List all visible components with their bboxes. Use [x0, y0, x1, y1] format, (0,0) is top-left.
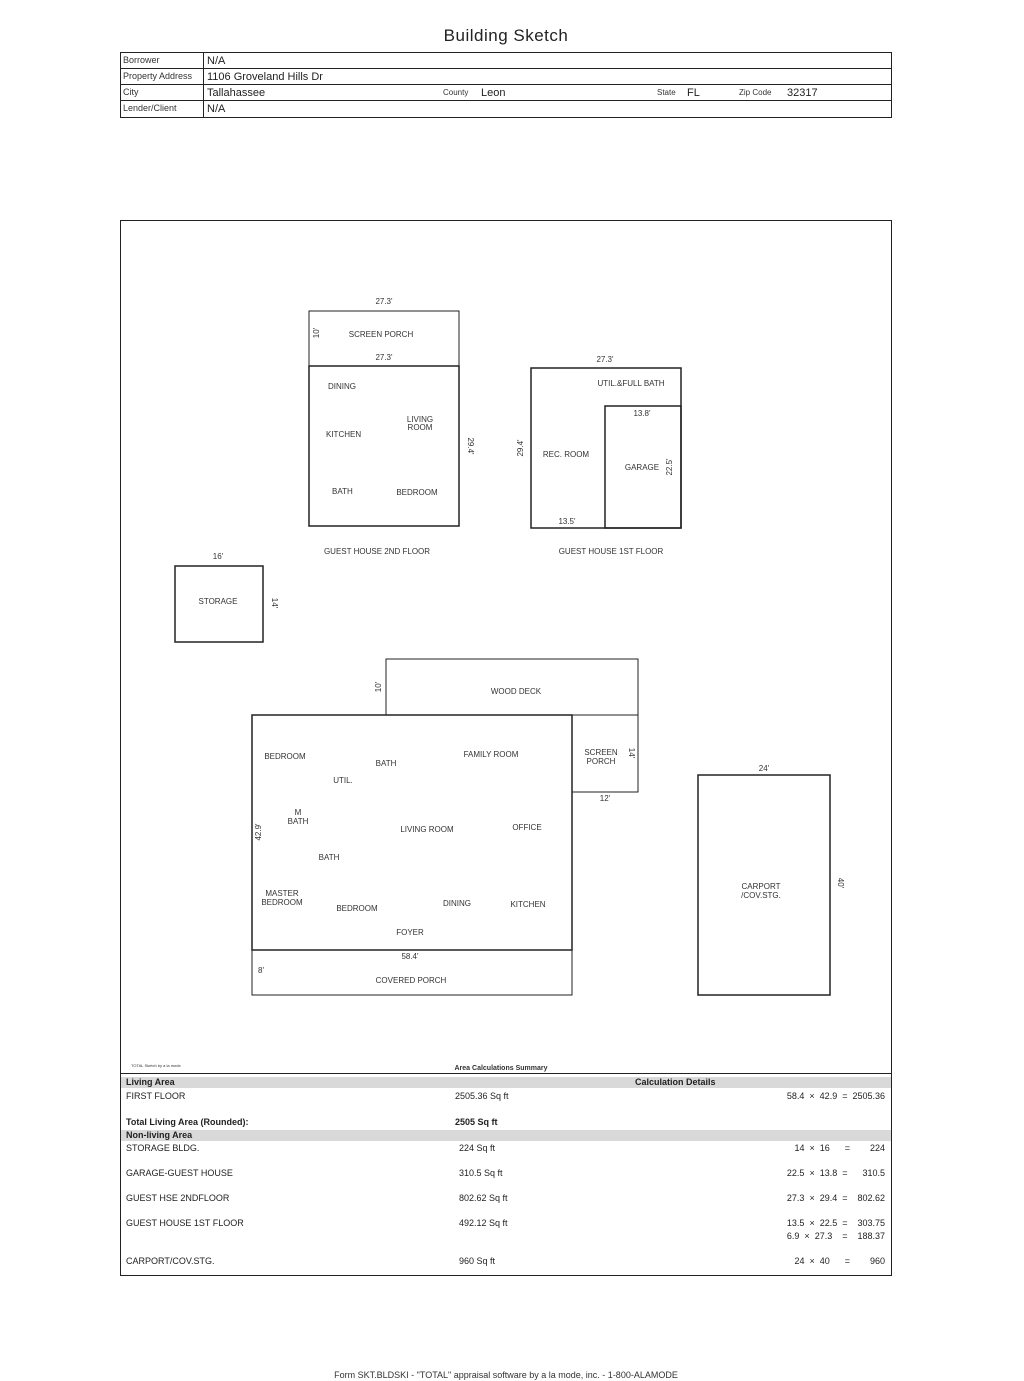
row-label: GARAGE-GUEST HOUSE	[126, 1168, 233, 1178]
room-label: LIVING ROOM	[400, 825, 454, 834]
room-label: /COV.STG.	[741, 891, 781, 900]
row-calc: 58.4 × 42.9 = 2505.36	[786, 1091, 885, 1101]
room-label: DINING	[328, 382, 356, 391]
dim-label: 24'	[758, 764, 770, 773]
room-label: SCREEN PORCH	[348, 330, 414, 339]
form-footer: Form SKT.BLDSKI - "TOTAL" appraisal software by a la mode, inc. - 1-800-ALAMODE	[334, 1370, 678, 1380]
room-label: BATH	[375, 759, 397, 768]
area-calculations-summary	[120, 1073, 892, 1276]
dim-label: 29.4'	[516, 439, 525, 457]
room-label: UTIL.	[333, 776, 353, 785]
state-value: FL	[687, 87, 700, 99]
dim-label: 8'	[258, 966, 264, 975]
table-row	[121, 1193, 891, 1207]
living-area-heading: Living Area	[126, 1077, 175, 1087]
guest-house-1st-floor-outline	[531, 368, 681, 528]
divider	[203, 53, 204, 68]
borrower-label: Borrower	[123, 55, 160, 65]
living-area-band	[121, 1077, 891, 1088]
row-amount: 960 Sq ft	[459, 1256, 496, 1266]
table-row	[121, 1168, 891, 1182]
dim-label: 13.8'	[633, 409, 651, 418]
city-row	[121, 85, 891, 101]
room-label: PORCH	[586, 757, 616, 766]
room-label: CARPORT	[741, 882, 781, 891]
row-calc: 27.3 × 29.4 = 802.62	[786, 1193, 885, 1203]
dim-label: 27.3'	[596, 355, 614, 364]
room-label: BEDROOM	[264, 752, 306, 761]
row-amount: 2505.36 Sq ft	[455, 1091, 509, 1101]
tiny-credit: TOTAL Sketch by a la mode	[131, 1063, 181, 1068]
room-label: BATH	[287, 817, 309, 826]
non-living-band	[121, 1130, 891, 1141]
dim-label: 12'	[599, 794, 611, 803]
row-calc: 13.5 × 22.5 = 303.75	[786, 1218, 885, 1228]
room-label: KITCHEN	[326, 430, 362, 439]
divider	[203, 101, 204, 117]
room-label: BATH	[318, 853, 340, 862]
zip-value: 32317	[787, 87, 818, 99]
room-label: MASTER	[265, 889, 299, 898]
caption: GUEST HOUSE 1ST FLOOR	[558, 547, 664, 556]
table-row	[121, 1256, 891, 1270]
lender-value: N/A	[207, 103, 226, 115]
row-label: GUEST HOUSE 1ST FLOOR	[126, 1218, 244, 1228]
row-calc: 22.5 × 13.8 = 310.5	[786, 1168, 885, 1178]
area-summary-title: Area Calculations Summary	[454, 1065, 548, 1072]
county-label: County	[443, 88, 469, 97]
lender-label: Lender/Client	[123, 103, 177, 113]
borrower-row	[121, 53, 891, 69]
table-row	[121, 1143, 891, 1157]
table-row	[121, 1218, 891, 1232]
row-amount: 802.62 Sq ft	[459, 1193, 508, 1203]
row-amount: 492.12 Sq ft	[459, 1218, 508, 1228]
caption: GUEST HOUSE 2ND FLOOR	[323, 547, 431, 556]
room-label: REC. ROOM	[542, 450, 590, 459]
county-value: Leon	[481, 87, 506, 99]
row-calc: 24 × 40 = 960	[794, 1256, 885, 1266]
dim-label: 14'	[627, 747, 636, 759]
room-label: DINING	[443, 899, 471, 908]
room-label: COVERED PORCH	[375, 976, 447, 985]
zip-label: Zip Code	[739, 88, 772, 97]
dim-label: 10'	[374, 681, 383, 693]
room-label: M	[294, 808, 302, 817]
room-label: BATH	[332, 487, 353, 496]
room-label: ROOM	[407, 423, 433, 432]
dim-label: 22.5'	[665, 458, 674, 476]
dim-label: 14'	[270, 597, 279, 609]
lender-row	[121, 101, 891, 117]
row-calc: 14 × 16 = 224	[794, 1143, 885, 1153]
dim-label: 58.4'	[401, 952, 419, 961]
dim-label: 42.9'	[254, 823, 263, 841]
address-row	[121, 69, 891, 85]
row-label: CARPORT/COV.STG.	[126, 1256, 215, 1266]
floor-plan	[121, 221, 893, 1073]
calc-details-heading: Calculation Details	[635, 1077, 716, 1087]
table-row-continued	[121, 1231, 891, 1245]
address-value: 1106 Groveland Hills Dr	[207, 71, 323, 83]
dim-label: 27.3'	[375, 297, 393, 306]
dim-label: 27.3'	[375, 353, 393, 362]
room-label: OFFICE	[512, 823, 542, 832]
row-calc: 6.9 × 27.3 = 188.37	[786, 1231, 885, 1241]
room-label: UTIL.&FULL BATH	[597, 379, 665, 388]
state-label: State	[657, 88, 676, 97]
room-label: BEDROOM	[336, 904, 378, 913]
room-label: BEDROOM	[396, 488, 438, 497]
table-row	[121, 1091, 891, 1105]
room-label: SCREEN	[584, 748, 618, 757]
room-label: GARAGE	[624, 463, 660, 472]
row-amount: 310.5 Sq ft	[459, 1168, 503, 1178]
header-table	[120, 52, 892, 118]
non-living-heading: Non-living Area	[126, 1130, 193, 1140]
city-value: Tallahassee	[207, 87, 266, 99]
address-label: Property Address	[123, 71, 193, 81]
room-label: STORAGE	[198, 597, 238, 606]
dim-label: 10'	[312, 327, 321, 339]
divider	[203, 85, 204, 100]
dim-label: 16'	[212, 552, 224, 561]
room-label: LIVING	[406, 415, 434, 424]
room-label: KITCHEN	[510, 900, 546, 909]
divider	[203, 69, 204, 84]
room-label: WOOD DECK	[490, 687, 542, 696]
dim-label: 13.5'	[558, 517, 576, 526]
total-row	[121, 1117, 891, 1131]
row-label: STORAGE BLDG.	[126, 1143, 200, 1153]
room-label: FOYER	[396, 928, 424, 937]
room-label: BEDROOM	[261, 898, 303, 907]
dim-label: 29.4'	[466, 437, 475, 455]
borrower-value: N/A	[207, 55, 226, 67]
total-value: 2505 Sq ft	[455, 1117, 498, 1127]
total-label: Total Living Area (Rounded):	[126, 1117, 249, 1127]
city-label: City	[123, 87, 139, 97]
row-amount: 224 Sq ft	[459, 1143, 496, 1153]
dim-label: 40'	[836, 877, 845, 889]
room-label: FAMILY ROOM	[463, 750, 519, 759]
row-label: GUEST HSE 2NDFLOOR	[126, 1193, 230, 1203]
row-label: FIRST FLOOR	[126, 1091, 186, 1101]
page-title: Building Sketch	[443, 26, 569, 45]
